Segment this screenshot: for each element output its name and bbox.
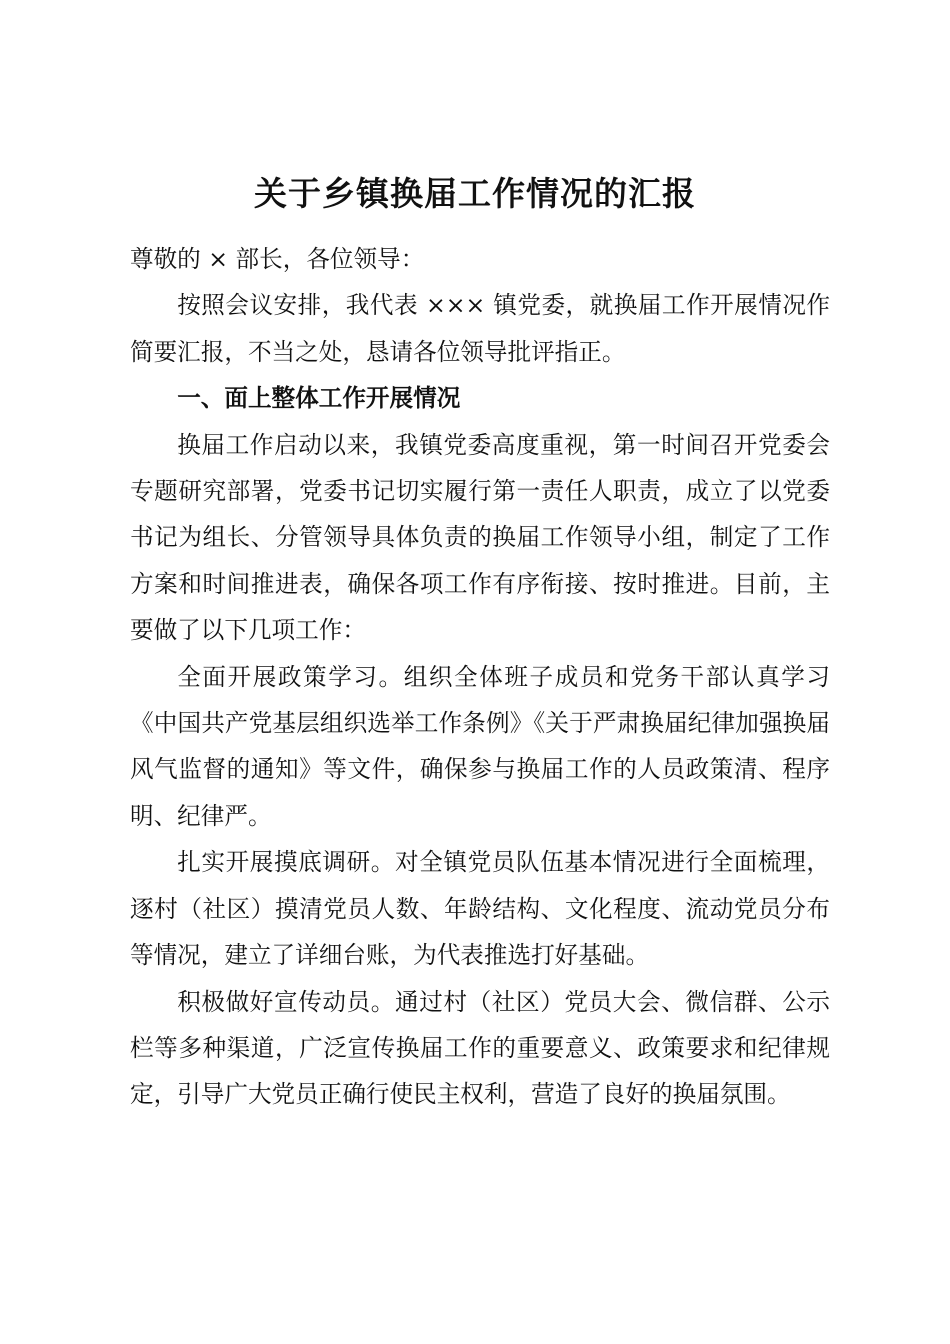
intro-paragraph: 按照会议安排，我代表 ××× 镇党委，就换届工作开展情况作简要汇报，不当之处，恳请各位领导批评指正。 [130, 291, 830, 366]
body-paragraph-2: 全面开展政策学习。组织全体班子成员和党务干部认真学习《中国共产党基层组织选举工作条例》《关于严肃换届纪律加强换届风气监督的通知》等文件，确保参与换届工作的人员政策清、程序明、纪律严。 [130, 662, 830, 830]
salutation: 尊敬的 × 部长，各位领导： [130, 245, 425, 273]
body-paragraph-3: 扎实开展摸底调研。对全镇党员队伍基本情况进行全面梳理，逐村（社区）摸清党员人数、年龄结构、文化程度、流动党员分布等情况，建立了详细台账，为代表推选打好基础。 [130, 848, 830, 970]
body-paragraph-1: 换届工作启动以来，我镇党委高度重视，第一时间召开党委会专题研究部署，党委书记切实履行第一责任人职责，成立了以党委书记为组长、分管领导具体负责的换届工作领导小组，制定了工作方案和时间推进表，确保各项工作有序衔接、按时推进。目前，主要做了以下几项工作： [130, 430, 830, 645]
document-body [130, 236, 830, 1118]
document-title: 关于乡镇换届工作情况的汇报 [254, 174, 696, 213]
body-paragraph-4: 积极做好宣传动员。通过村（社区）党员大会、微信群、公示栏等多种渠道，广泛宣传换届工作的重要意义、政策要求和纪律规定，引导广大党员正确行使民主权利，营造了良好的换届氛围。 [130, 987, 830, 1109]
section-heading-1: 一、面上整体工作开展情况 [177, 384, 461, 413]
